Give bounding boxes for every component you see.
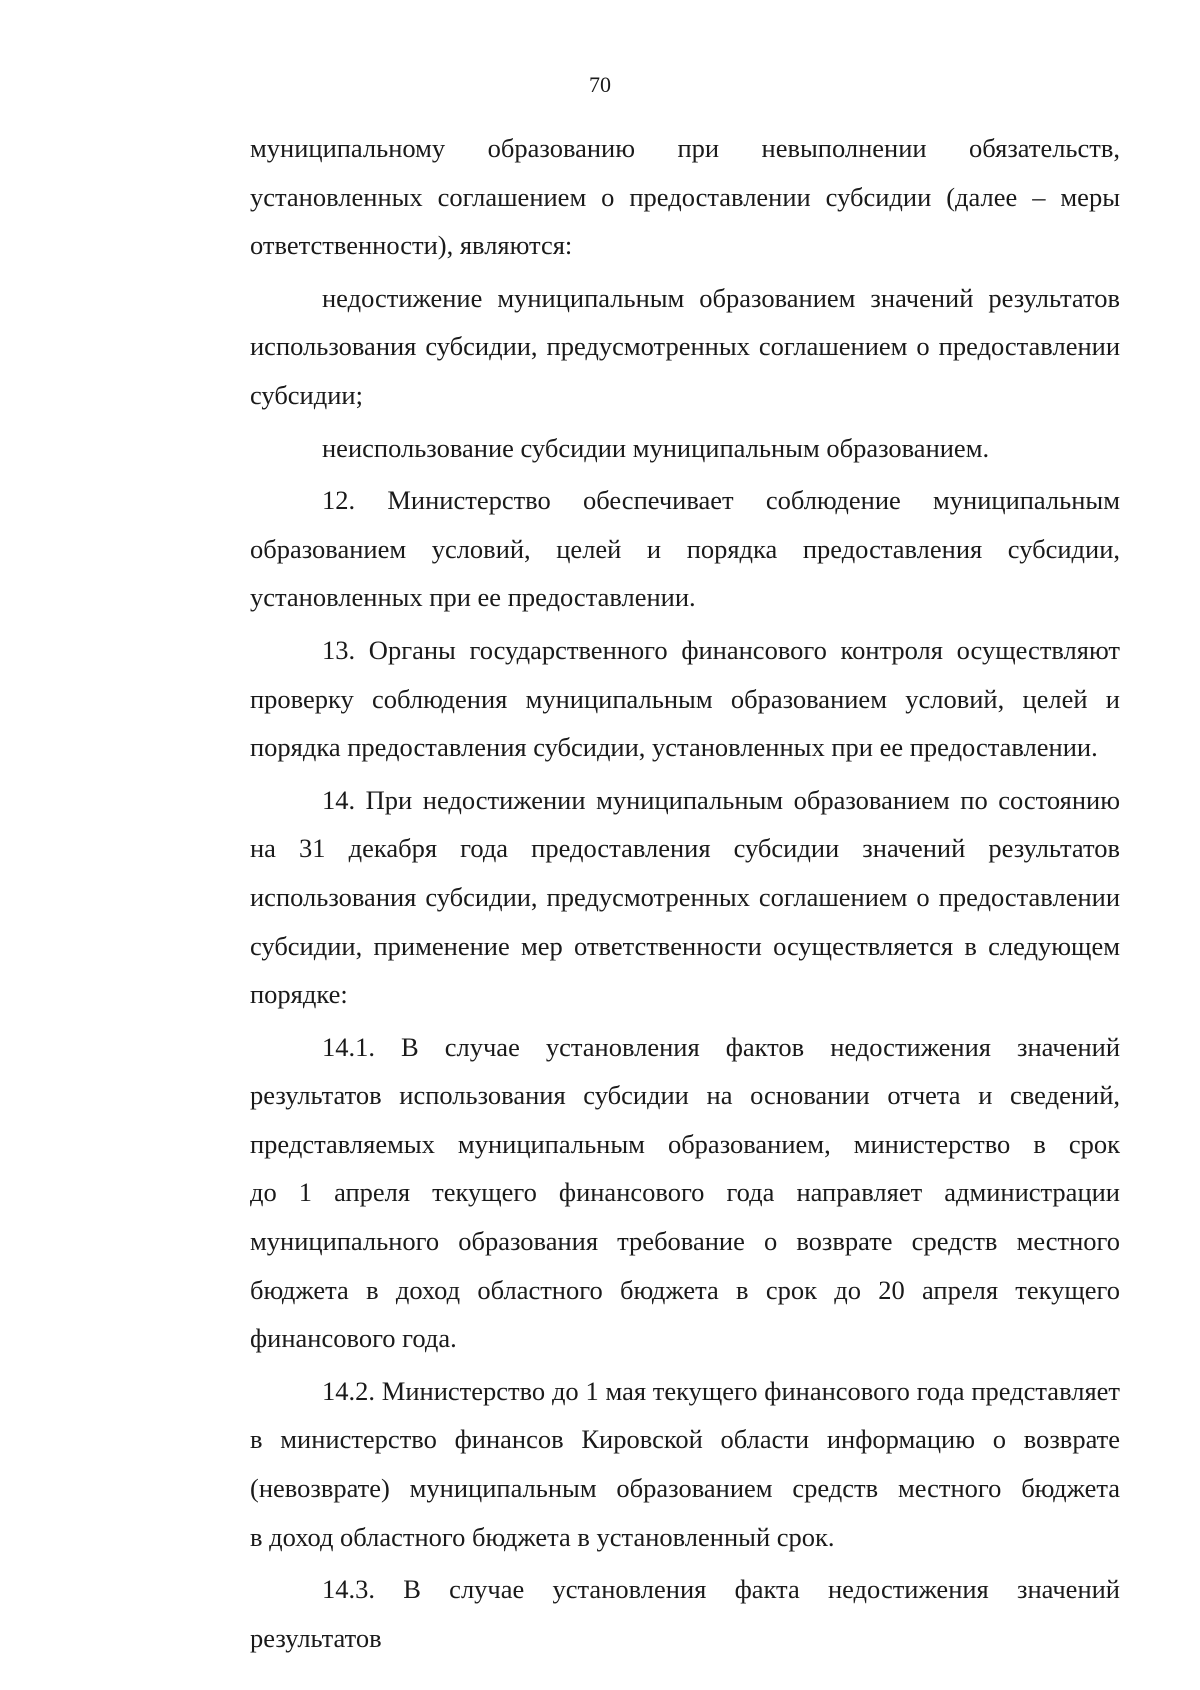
text-line: финансового года. [250,1323,457,1354]
text-line: бюджета в доход областного бюджета в срок до 20 апреля текущего [250,1274,1120,1305]
text-line: в доход областного бюджета в установленный срок. [250,1521,835,1552]
text-line: субсидии, применение мер ответственности осуществляется в следующем [250,930,1120,961]
text-line: муниципальному образованию при невыполнении обязательств, [250,133,1120,163]
page-number: 70 [589,72,611,97]
text-line: до 1 апреля текущего финансового года направляет администрации [250,1177,1120,1208]
paragraph [178,1023,1120,1363]
text-line: в министерство финансов Кировской области информацию о возврате [250,1424,1120,1455]
text-line: недостижение муниципальным образованием значений результатов [322,282,1120,313]
text-line: 13. Органы государственного финансового контроля осуществляют [322,634,1120,665]
text-line: установленных при ее предоставлении. [250,582,696,613]
text-line: (невозврате) муниципальным образованием средств местного бюджета [250,1473,1120,1504]
text-line: установленных соглашением о предоставлении субсидии (далее – меры [250,181,1120,212]
paragraph [178,424,1120,473]
text-line: представляемых муниципальным образованием, министерство в срок [250,1128,1120,1159]
text-line: проверку соблюдения муниципальным образованием условий, целей и [250,683,1120,714]
text-line: порядка предоставления субсидии, установленных при ее предоставлении. [250,732,1098,763]
text-line: 14.1. В случае установления фактов недостижения значений [322,1031,1120,1062]
text-line: использования субсидии, предусмотренных соглашением о предоставлении [250,881,1120,912]
document-body [178,124,1120,1662]
text-line: результатов использования субсидии на основании отчета и сведений, [250,1080,1120,1111]
text-line: образованием условий, целей и порядка предоставления субсидии, [250,533,1120,564]
text-line: субсидии; [250,379,363,410]
text-line: 14.2. Министерство до 1 мая текущего финансового года представляет [322,1375,1120,1406]
text-line: неиспользование субсидии муниципальным образованием. [322,432,990,463]
paragraph [178,476,1120,622]
text-line: 14.3. В случае установления факта недостижения значений результатов [250,1574,1120,1653]
paragraph [178,776,1120,1019]
paragraph [178,1565,1120,1662]
paragraph [178,124,1120,270]
paragraph [178,626,1120,772]
text-line: ответственности), являются: [250,230,573,261]
text-line: 14. При недостижении муниципальным образованием по состоянию [322,784,1120,815]
paragraph [178,274,1120,420]
text-line: 12. Министерство обеспечивает соблюдение муниципальным [322,485,1120,516]
text-line: порядке: [250,979,348,1010]
text-line: использования субсидии, предусмотренных соглашением о предоставлении [250,331,1120,362]
text-line: на 31 декабря года предоставления субсидии значений результатов [250,833,1120,864]
text-line: муниципального образования требование о возврате средств местного [250,1226,1120,1257]
paragraph [178,1367,1120,1561]
